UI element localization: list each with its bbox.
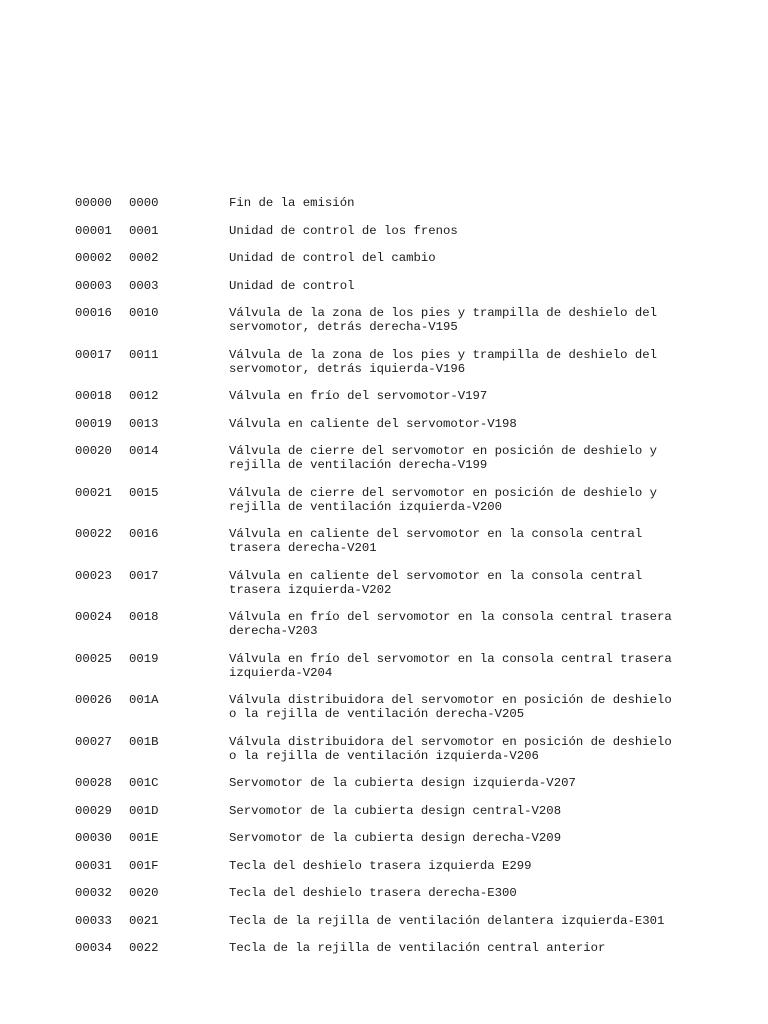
fault-description: Válvula distribuidora del servomotor en posición de deshielo o la rejilla de ventilación derecha-V205 xyxy=(229,693,672,721)
fault-description: Válvula de la zona de los pies y trampilla de deshielo del servomotor, detrás derecha-V195 xyxy=(229,306,658,334)
fault-description: Tecla de la rejilla de ventilación delantera izquierda-E301 xyxy=(229,913,665,928)
fault-code: 00002 xyxy=(75,251,112,265)
fault-code: 00001 xyxy=(75,223,112,238)
fault-code: 00030 xyxy=(75,831,112,845)
fault-code: 00026 xyxy=(75,693,112,707)
fault-code: 00025 xyxy=(75,651,112,666)
fault-code: 00034 xyxy=(75,941,112,955)
hex-code: 0000 xyxy=(129,196,159,210)
fault-code: 00021 xyxy=(75,485,112,500)
fault-code: 00020 xyxy=(75,444,112,458)
fault-code: 00024 xyxy=(75,610,112,624)
hex-code: 001C xyxy=(129,776,159,790)
fault-code: 00027 xyxy=(75,734,112,749)
fault-code: 00016 xyxy=(75,306,112,320)
fault-code: 00028 xyxy=(75,776,112,790)
fault-code: 00019 xyxy=(75,416,112,431)
fault-description: Válvula en caliente del servomotor en la consola central trasera izquierda-V202 xyxy=(229,568,643,597)
fault-description: Servomotor de la cubierta design derecha-V209 xyxy=(229,831,562,845)
hex-code: 0011 xyxy=(129,347,159,362)
hex-code: 0001 xyxy=(129,223,159,238)
fault-description: Válvula en frío del servomotor en la consola central trasera izquierda-V204 xyxy=(229,651,672,680)
hex-code: 001B xyxy=(129,734,159,749)
fault-description: Tecla del deshielo trasera derecha-E300 xyxy=(229,886,517,900)
hex-code: 0002 xyxy=(129,251,159,265)
hex-code: 0019 xyxy=(129,651,159,666)
fault-description: Servomotor de la cubierta design izquierda-V207 xyxy=(229,776,576,790)
fault-description: Válvula de la zona de los pies y trampilla de deshielo del servomotor, detrás iquierda-V196 xyxy=(229,347,658,376)
hex-code: 0013 xyxy=(129,416,159,431)
fault-code: 00029 xyxy=(75,803,112,818)
fault-description: Válvula de cierre del servomotor en posición de deshielo y rejilla de ventilación izquierda-V200 xyxy=(229,485,658,514)
hex-code: 001D xyxy=(129,803,159,818)
fault-code: 00033 xyxy=(75,913,112,928)
hex-code: 0003 xyxy=(129,278,159,293)
hex-code: 001E xyxy=(129,831,159,845)
fault-description: Tecla del deshielo trasera izquierda E299 xyxy=(229,858,532,873)
fault-description: Válvula distribuidora del servomotor en posición de deshielo o la rejilla de ventilación izquierda-V206 xyxy=(229,734,672,763)
fault-description: Servomotor de la cubierta design central-V208 xyxy=(229,803,562,818)
fault-code: 00031 xyxy=(75,858,112,873)
fault-description: Válvula en frío del servomotor en la consola central trasera derecha-V203 xyxy=(229,610,672,638)
fault-code: 00000 xyxy=(75,196,112,210)
hex-code: 0014 xyxy=(129,444,159,458)
fault-code: 00022 xyxy=(75,527,112,541)
fault-description: Válvula en caliente del servomotor en la consola central trasera derecha-V201 xyxy=(229,527,643,555)
hex-code: 0010 xyxy=(129,306,159,320)
hex-code: 0012 xyxy=(129,389,159,403)
hex-code: 0017 xyxy=(129,568,159,583)
hex-code: 0018 xyxy=(129,610,159,624)
fault-description: Tecla de la rejilla de ventilación central anterior xyxy=(229,941,606,955)
hex-code: 001F xyxy=(129,858,159,873)
fault-description: Unidad de control del cambio xyxy=(229,251,436,265)
fault-code: 00023 xyxy=(75,568,112,583)
fault-description: Unidad de control de los frenos xyxy=(229,223,458,238)
fault-code: 00032 xyxy=(75,886,112,900)
fault-code: 00003 xyxy=(75,278,112,293)
hex-code: 0021 xyxy=(129,913,159,928)
hex-code: 0022 xyxy=(129,941,159,955)
fault-description: Válvula de cierre del servomotor en posición de deshielo y rejilla de ventilación derecha-V199 xyxy=(229,444,658,472)
fault-description: Válvula en frío del servomotor-V197 xyxy=(229,389,488,403)
fault-code: 00017 xyxy=(75,347,112,362)
hex-code: 0015 xyxy=(129,485,159,500)
fault-description: Fin de la emisión xyxy=(229,196,355,210)
fault-description: Válvula en caliente del servomotor-V198 xyxy=(229,416,517,431)
hex-code: 0016 xyxy=(129,527,159,541)
hex-code: 001A xyxy=(129,693,159,707)
fault-code: 00018 xyxy=(75,389,112,403)
hex-code: 0020 xyxy=(129,886,159,900)
fault-description: Unidad de control xyxy=(229,278,355,293)
